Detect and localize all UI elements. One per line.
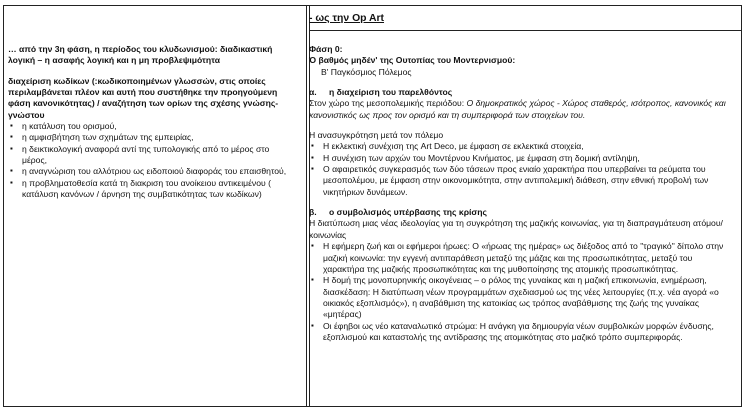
list-item: ▪ η αμφισβήτηση των σχημάτων της εμπειρίας, xyxy=(8,132,296,143)
section-a-heading: η διαχείριση του παρελθόντος xyxy=(329,87,453,98)
left-column xyxy=(8,44,296,200)
section-b-label: β. xyxy=(309,207,317,218)
list-item: ▪ η κατάλυση του ορισμού, xyxy=(8,121,296,132)
list-item: ▪ η δεικτικολογική αναφορά αντί της τυπολογικής από το μέρος στο μέρος, xyxy=(8,144,296,167)
left-bullet-list xyxy=(8,121,296,200)
section-b-heading: ο συμβολισμός υπέρβασης της κρίσης xyxy=(329,207,488,218)
section-b-text: Η διατύπωση μιας νέας ιδεολογίας για τη συγκρότηση της μαζικής κοινωνίας, για τη διαπραγμάτευση ατόμου/κοινωνίας xyxy=(309,218,723,240)
section-b-list xyxy=(309,241,734,343)
section-a-title xyxy=(309,87,734,98)
list-item: ▪ Η εφήμερη ζωή και οι εφήμεροι ήρωες: Ο «ήρωας της ημέρας» ως διέξοδος από το "τραγικό" δίπολο στην μαζική κοινωνία: την εγγενή αντιπαράθεση μεταξύ της μάζας και της προσωπικότητας, μεταξύ του χαρακτήρα της μαζικής προσωπικότητας και της μυθοποίησης της ατομικής προσωπικότητας. xyxy=(309,241,734,275)
right-header: - ως την Op Art xyxy=(309,13,385,24)
list-item: ▪ Η εκλεκτική συνέχιση της Art Deco, με έμφαση σε εκλεκτικά στοιχεία, xyxy=(309,141,734,152)
list-item: ▪ Η δομή της μονοπυρηνικής οικογένειας – ο ρόλος της γυναίκας και η μαζική επικοινωνία, ενημέρωση, διασκέδαση: Η διατύπωση νέων προγραμμάτων σχεδιασμού ως της νέες λειτουργίες (π.χ. νέα αγορά «ο οικιακός εξοπλισμός»), η αναβάθμιση της κατοικίας ως τρόπος αναβάθμισης της ζωής της γυναίκας «μητέρας) xyxy=(309,275,734,320)
column-divider xyxy=(306,6,307,406)
phase-title: Ό βαθμός μηδέν' της Ουτοπίας του Μοντερνισμού: xyxy=(309,55,516,66)
section-b-title xyxy=(309,207,734,218)
left-intro: … από την 3η φάση, η περίοδος του κλυδωνισμού: διαδικαστική λογική – η ασαφής λογική και η μη προβλεψιμότητα xyxy=(8,44,273,66)
list-item: ▪ Ο αφαιρετικός συγκερασμός των δύο τάσεων προς ενιαίο χαρακτήρα που υπερβαίνει τα ρεύματα του μεσοπολέμου, με έμφαση στην οικονομικότητα, στην αντιπολεμική διάθεση, στην εθνική προβολή των νικητήριων δυνάμεων. xyxy=(309,164,734,198)
list-item: ▪ η αναγνώριση του αλλότριου ως ειδοποιού διαφοράς του επαισθητού, xyxy=(8,166,296,177)
reconstruction-title: Η ανασυγκρότηση μετά τον πόλεμο xyxy=(309,130,444,141)
list-item: ▪ Η συνέχιση των αρχών του Μοντέρνου Κινήματος, με έμφαση στη δομική αντίληψη, xyxy=(309,153,734,164)
section-a-label: α. xyxy=(309,87,317,98)
reconstruction-list xyxy=(309,141,734,198)
phase-label: Φάση 0: xyxy=(309,44,343,54)
section-a-text-plain: Στον χώρο της μεσοπολεμικής περιόδου: xyxy=(309,98,467,109)
right-column xyxy=(309,14,734,343)
section-a-text xyxy=(309,98,734,121)
list-item: ▪ η προβληματοθεσία κατά τη διακριση του ανοίκειου αντικειμένου ( κατάλυση κανόνων / άρνηση της συμβατικότητας των κωδίκων) xyxy=(8,178,296,201)
war-label: Β' Παγκόσμιος Πόλεμος xyxy=(321,66,412,77)
section-a-text-italic: Ο δημοκρατικός χώρος - Χώρος σταθερός, ισότροπος, κανονικός και κανονιστικός ως προς τον ορισμό και τη συμπεριφορά των στοιχείων του. xyxy=(309,98,726,120)
left-codes: διαχείριση κωδίκων (:κωδικοποιημένων γλωσσών, στις οποίες περιλαμβάνεται πλέον και αυτή που συστήθηκε την προηγούμενη φάση κανονικότητας) / αναζήτηση των ορίων της σχέσης γνώσης-γνώστου xyxy=(8,75,279,120)
list-item: ▪ Οι έφηβοι ως νέο καταναλωτικό στρώμα: Η ανάγκη για δημιουργία νέων συμβολικών μορφών ένδυσης, εξοπλισμού και καταστολής της αντίδρασης της ατομικότητας στο μαζικό τρόπο συμπεριφοράς. xyxy=(309,321,734,344)
